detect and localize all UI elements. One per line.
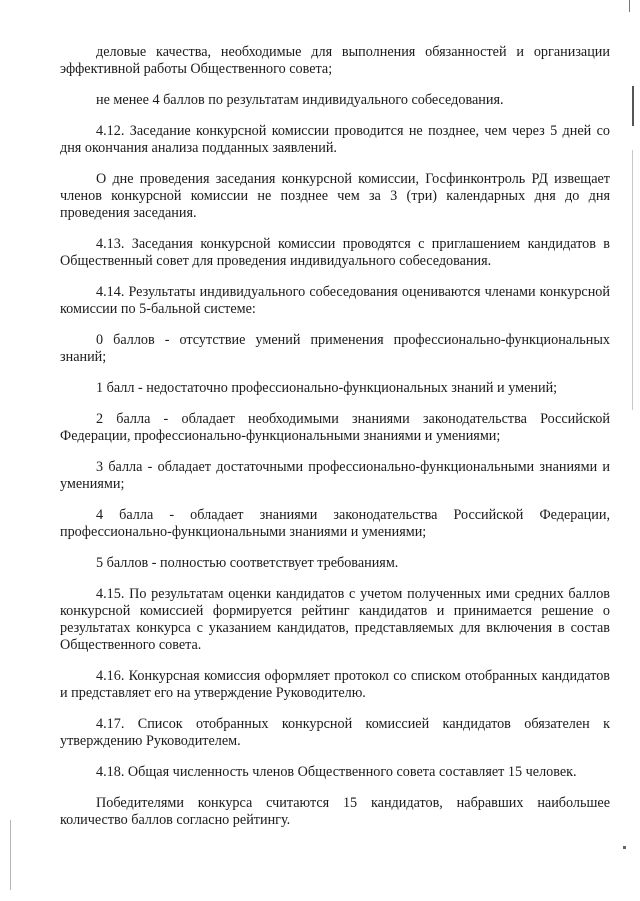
paragraph-score-2: 2 балла - обладает необходимыми знаниями законодательства Российской Федерации, профессионально-функциональными знаниями и умениями; [60, 411, 610, 444]
scan-artifact-top-right [629, 0, 630, 12]
paragraph-score-4: 4 балла - обладает знаниями законодательства Российской Федерации, профессионально-функциональными знаниями и умениями; [60, 507, 610, 540]
document-body [60, 44, 610, 829]
paragraph-4-14: 4.14. Результаты индивидуального собеседования оцениваются членами конкурсной комиссии по 5-бальной системе: [60, 284, 610, 317]
paragraph-score-5: 5 баллов - полностью соответствует требованиям. [96, 555, 399, 571]
paragraph-winners: Победителями конкурса считаются 15 кандидатов, набравших наибольшее количество баллов согласно рейтингу. [60, 795, 610, 828]
paragraph-4-12: 4.12. Заседание конкурсной комиссии проводится не позднее, чем через 5 дней со дня окончания анализа подданных заявлений. [60, 123, 610, 156]
scan-artifact-left-edge [10, 820, 11, 890]
paragraph-min-score: не менее 4 баллов по результатам индивидуального собеседования. [96, 92, 504, 108]
paragraph-score-3: 3 балла - обладает достаточными профессионально-функциональными знаниями и умениями; [60, 459, 610, 492]
scan-artifact-right-line [632, 150, 633, 410]
paragraph-4-17: 4.17. Список отобранных конкурсной комиссией кандидатов обязателен к утверждению Руководителем. [60, 716, 610, 749]
paragraph-4-13: 4.13. Заседания конкурсной комиссии проводятся с приглашением кандидатов в Общественный совет для проведения индивидуального собеседования. [60, 236, 610, 269]
paragraph-score-0: 0 баллов - отсутствие умений применения профессионально-функциональных знаний; [60, 332, 610, 365]
paragraph-4-18: 4.18. Общая численность членов Общественного совета составляет 15 человек. [96, 764, 577, 780]
paragraph-notice: О дне проведения заседания конкурсной комиссии, Госфинконтроль РД извещает членов конкурсной комиссии не позднее чем за 3 (три) календарных дня до дня проведения заседания. [60, 171, 610, 221]
paragraph-score-1: 1 балл - недостаточно профессионально-функциональных знаний и умений; [96, 380, 558, 396]
scan-artifact-speck [623, 846, 626, 849]
paragraph-4-16: 4.16. Конкурсная комиссия оформляет протокол со списком отобранных кандидатов и представляет его на утверждение Руководителю. [60, 668, 610, 701]
scan-artifact-right-edge [632, 86, 634, 126]
paragraph-4-15: 4.15. По результатам оценки кандидатов с учетом полученных ими средних баллов конкурсной комиссией формируется рейтинг кандидатов и принимается решение о результатах конкурса с указанием кандидатов, представляемых для включения в состав Общественного совета. [60, 586, 610, 653]
paragraph-business-qualities: деловые качества, необходимые для выполнения обязанностей и организации эффективной работы Общественного совета; [60, 44, 610, 77]
